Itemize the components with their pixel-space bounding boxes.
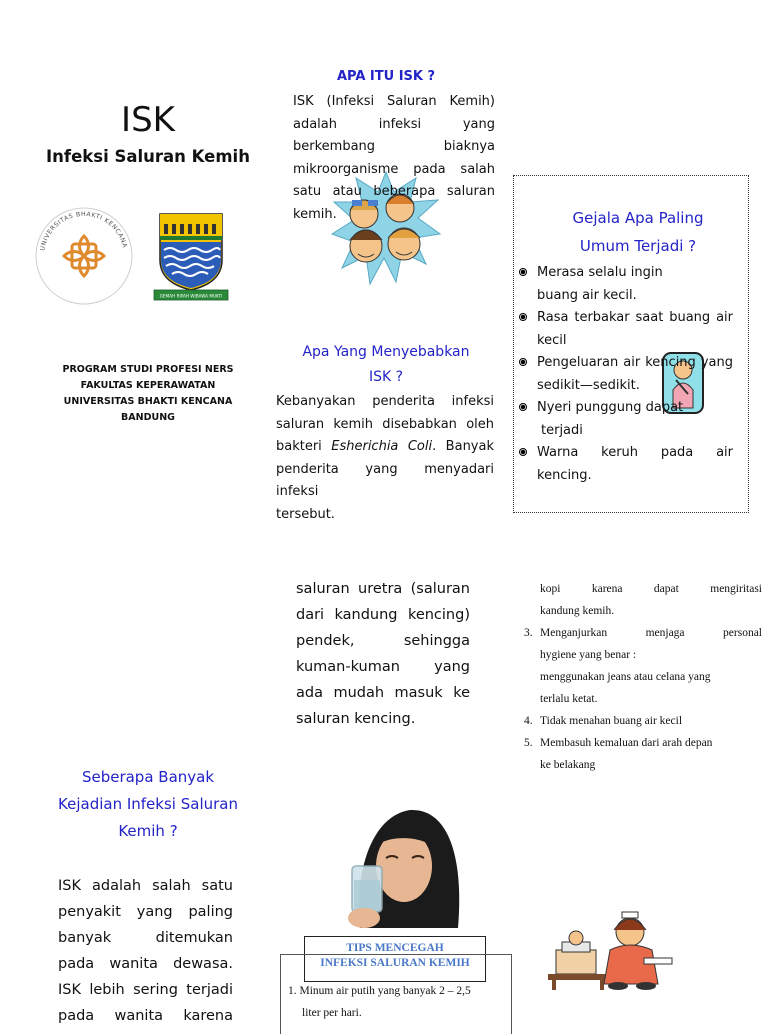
heading-line: Umum Terjadi ? <box>579 237 697 255</box>
text-line <box>276 436 494 459</box>
text-span: . Banyak <box>432 439 494 454</box>
item-text: kecil <box>537 332 567 348</box>
text-line: ada mudah masuk ke <box>296 685 470 701</box>
heading-line: ISK ? <box>368 369 404 385</box>
text-line: kopi karena dapat mengiritasi <box>540 583 762 595</box>
text-line: kandung kemih. <box>540 605 615 617</box>
penyebab-heading <box>276 340 496 390</box>
item-text: Rasa terbakar saat buang air <box>537 310 733 325</box>
text-line: ke belakang <box>540 759 596 771</box>
text-line: terlalu ketat. <box>540 693 598 705</box>
text-line: menggunakan jeans atau celana yang <box>540 671 711 683</box>
city-crest <box>152 210 230 302</box>
list-item <box>524 710 762 732</box>
tips-item <box>288 980 506 1024</box>
text-line: ISK (Infeksi Saluran Kemih) <box>293 94 495 109</box>
list-item <box>517 397 733 442</box>
item-number: 4. <box>524 715 533 727</box>
tips-title-line: TIPS MENCEGAH <box>346 942 444 954</box>
berapa-heading <box>20 764 276 845</box>
penyebab-body <box>276 391 494 526</box>
heading-line: Apa Yang Menyebabkan <box>302 344 470 360</box>
text-line: pada wanita karena <box>58 1008 233 1024</box>
program-line: PROGRAM STUDI PROFESI NERS <box>62 364 234 375</box>
text-line: saluran kencing. <box>296 711 416 727</box>
logo-ring-text: UNIVERSITAS BHAKTI KENCANA <box>39 210 129 252</box>
text-line: pendek, sehingga <box>296 633 470 649</box>
text-line: kemih. <box>293 206 337 222</box>
text-line: Kebanyakan penderita infeksi <box>276 394 494 409</box>
list-item <box>517 262 733 307</box>
item-text: Nyeri punggung dapat <box>537 400 684 415</box>
text-line: saluran kemih disebabkan oleh <box>276 416 494 432</box>
text-line: ISK adalah salah satu <box>58 878 233 894</box>
text-line: penyakit yang paling <box>58 904 233 920</box>
program-line: FAKULTAS KEPERAWATAN <box>80 380 216 391</box>
tips-title-line: INFEKSI SALURAN KEMIH <box>320 957 470 969</box>
heading-line: Kemih ? <box>118 822 178 840</box>
crest-motto: GEMAH RIPAH WIBAWA MUKTI <box>159 293 223 299</box>
text-line: mikroorganisme pada salah <box>293 161 495 177</box>
list-item <box>517 307 733 352</box>
list-item <box>524 732 762 754</box>
program-line: UNIVERSITAS BHAKTI KENCANA <box>63 396 233 407</box>
text-line: liter per hari. <box>302 1007 362 1019</box>
item-text: buang air kecil. <box>537 287 637 303</box>
list-item <box>517 352 733 397</box>
heading-line: Seberapa Banyak <box>81 768 215 786</box>
program-line: BANDUNG <box>121 412 175 423</box>
item-text: Membasuh kemaluan dari arah depan <box>540 737 713 749</box>
gejala-heading <box>513 204 763 260</box>
item-number: 3. <box>524 627 533 639</box>
text-line: banyak ditemukan <box>58 930 233 946</box>
text-line: berkembang biaknya <box>293 139 495 154</box>
text-line: dari kandung kencing) <box>296 607 470 623</box>
bacteria-name: Esherichia Coli <box>331 439 433 454</box>
lanjutan-body <box>296 576 470 732</box>
item-text: Pengeluaran air kencing yang <box>537 355 733 370</box>
text-line: satu atau beberapa saluran <box>293 184 495 199</box>
text-line: hygiene yang benar : <box>540 649 637 661</box>
text-line: saluran uretra (saluran <box>296 581 470 597</box>
item-text: sedikit—sedikit. <box>537 377 640 393</box>
item-text: kencing. <box>537 467 592 483</box>
gejala-list <box>517 262 733 487</box>
item-text: Tidak menahan buang air kecil <box>540 715 683 727</box>
university-logo <box>34 206 134 306</box>
item-number: 5. <box>524 737 533 749</box>
text-line: 1. Minum air putih yang banyak 2 – 2,5 <box>288 985 471 997</box>
apa-itu-body <box>293 91 495 226</box>
program-block <box>20 362 276 426</box>
item-text: Menganjurkan menjaga personal <box>540 627 762 639</box>
text-line: adalah infeksi yang <box>293 116 495 132</box>
heading-line: Gejala Apa Paling <box>572 209 704 227</box>
list-item <box>524 622 762 644</box>
tips-continued <box>524 578 762 776</box>
text-line: penderita yang menyadari infeksi <box>276 461 494 499</box>
woman-drinking-photo <box>330 806 470 928</box>
berapa-body <box>58 873 233 1029</box>
list-item <box>517 442 733 487</box>
item-text: terjadi <box>541 422 583 438</box>
item-text: Warna keruh pada air <box>537 445 733 460</box>
cover-subtitle: Infeksi Saluran Kemih <box>46 147 250 166</box>
text-line: ISK lebih sering terjadi <box>58 982 233 998</box>
item-text: Merasa selalu ingin <box>537 265 663 280</box>
text-line: tersebut. <box>276 506 335 522</box>
cover-title: ISK <box>121 100 175 140</box>
heading-line: Kejadian Infeksi Saluran <box>58 795 238 813</box>
text-span: bakteri <box>276 439 332 454</box>
text-line: kuman-kuman yang <box>296 659 470 675</box>
text-line: pada wanita dewasa. <box>58 956 233 972</box>
apa-itu-heading: APA ITU ISK ? <box>336 69 436 84</box>
nurse-illustration <box>548 910 680 990</box>
